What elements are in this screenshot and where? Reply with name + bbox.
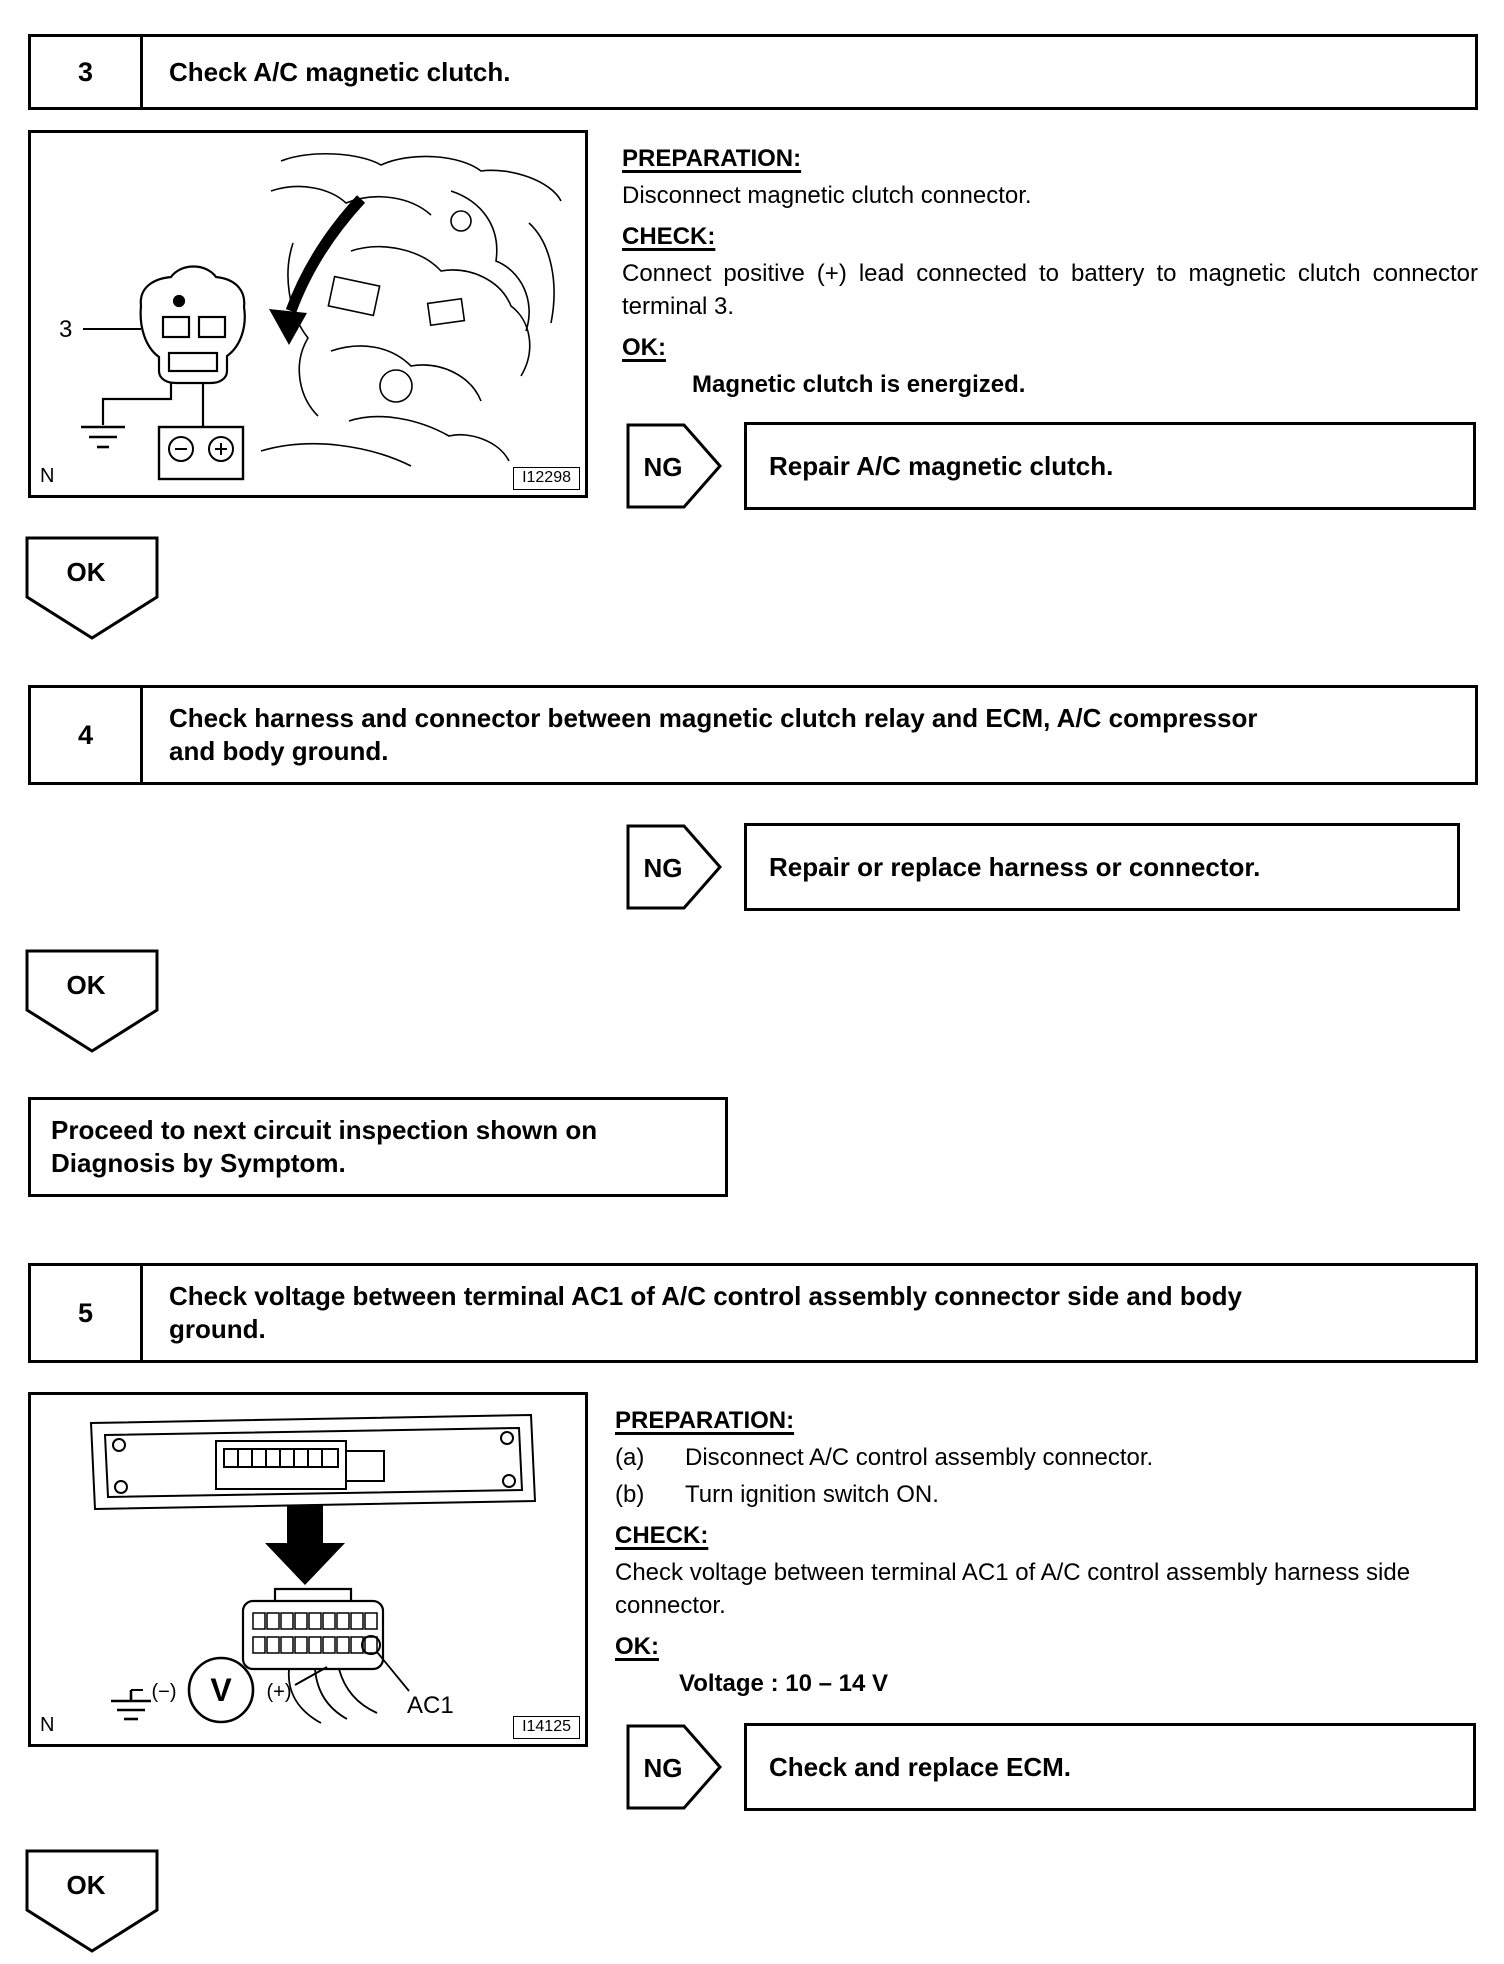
step5-figure	[28, 1392, 588, 1747]
step5-ok-badge	[24, 1848, 160, 1954]
test-leads	[103, 383, 203, 427]
step3-number: 3	[31, 37, 143, 107]
preparation-text: Disconnect magnetic clutch connector.	[622, 182, 1032, 209]
ac1-callout-line	[377, 1652, 409, 1691]
step3-ok-badge	[24, 535, 160, 641]
check-heading: CHECK:	[622, 223, 716, 250]
step5-title-text: Check voltage between terminal AC1 of A/C control assembly connector side and body ground.	[169, 1281, 1242, 1344]
step4-ng-action: Repair or replace harness or connector.	[744, 823, 1460, 911]
step5-ng-label: NG	[643, 1753, 683, 1783]
magnetic-clutch-illustration	[31, 133, 585, 495]
direction-arrow-icon	[269, 199, 361, 345]
step3-title	[143, 37, 1475, 107]
ground-symbol-icon	[81, 427, 125, 447]
ok-heading-line	[615, 1626, 1480, 1663]
proceed-box: Proceed to next circuit inspection shown on Diagnosis by Symptom.	[28, 1097, 728, 1197]
step5-ok-label: OK	[66, 1870, 106, 1900]
step5-ng-badge	[625, 1723, 723, 1811]
check-heading-line	[615, 1515, 1480, 1552]
preparation-heading-line	[615, 1400, 1480, 1437]
step3-figure	[28, 130, 588, 498]
step5-instructions	[615, 1400, 1480, 1704]
ok-text: Voltage : 10 – 14 V	[679, 1670, 888, 1697]
engine-sketch	[261, 154, 561, 466]
step4-ok-label: OK	[66, 970, 106, 1000]
ok-heading-line	[622, 327, 1478, 364]
step4-title-text: Check harness and connector between magnetic clutch relay and ECM, A/C compressor and body ground.	[169, 703, 1258, 766]
ok-heading: OK:	[615, 1633, 659, 1660]
battery-icon	[159, 427, 243, 479]
preparation-heading-line	[622, 138, 1478, 175]
negative-lead-label: (−)	[151, 1681, 177, 1703]
preparation-heading: PREPARATION:	[615, 1407, 795, 1434]
connector-pins	[253, 1613, 377, 1653]
check-text: Check voltage between terminal AC1 of A/C control assembly harness side connector.	[615, 1559, 1411, 1619]
step4-ng-label: NG	[643, 853, 683, 883]
figure-code-label: I14125	[513, 1716, 580, 1739]
step5-ng-action: Check and replace ECM.	[744, 1723, 1476, 1811]
step4-ok-badge	[24, 948, 160, 1054]
step3-title-text: Check A/C magnetic clutch.	[169, 56, 511, 87]
control-panel	[91, 1415, 535, 1509]
check-heading: CHECK:	[615, 1522, 709, 1549]
step4-header	[28, 685, 1478, 785]
step5-header	[28, 1263, 1478, 1363]
step3-ok-label: OK	[66, 557, 106, 587]
ground-symbol-icon	[111, 1690, 151, 1719]
prep-a-label: (a)	[615, 1444, 645, 1471]
step3-instructions	[622, 138, 1478, 405]
harness-wires	[289, 1669, 377, 1723]
figure-code-label: I12298	[513, 467, 580, 490]
step3-ng-action: Repair A/C magnetic clutch.	[744, 422, 1476, 510]
step4-title	[143, 688, 1475, 782]
prep-a-text: Disconnect A/C control assembly connector.	[685, 1444, 1154, 1471]
step3-header	[28, 34, 1478, 110]
positive-lead-label: (+)	[266, 1681, 292, 1703]
step4-ng-badge	[625, 823, 723, 911]
prep-b-text: Turn ignition switch ON.	[685, 1481, 939, 1508]
prep-item-a	[615, 1441, 1480, 1474]
prep-item-b	[615, 1478, 1480, 1511]
figure-corner-label: N	[40, 465, 55, 487]
down-arrow-icon	[265, 1505, 345, 1585]
terminal-callout-label: 3	[59, 316, 73, 343]
ok-text: Magnetic clutch is energized.	[692, 371, 1026, 398]
ok-heading: OK:	[622, 334, 666, 361]
clutch-connector	[141, 267, 245, 384]
step4-number: 4	[31, 688, 143, 782]
voltmeter-label: V	[210, 1672, 232, 1708]
step3-ng-badge	[625, 422, 723, 510]
ac-control-assembly-illustration	[31, 1395, 585, 1744]
step5-number: 5	[31, 1266, 143, 1360]
preparation-heading: PREPARATION:	[622, 145, 802, 172]
check-heading-line	[622, 216, 1478, 253]
step3-ng-label: NG	[643, 452, 683, 482]
step5-title	[143, 1266, 1475, 1360]
check-text: Connect positive (+) lead connected to battery to magnetic clutch connector terminal 3.	[622, 260, 1478, 320]
ac1-terminal-label: AC1	[407, 1692, 454, 1719]
figure-corner-label: N	[40, 1714, 55, 1736]
prep-b-label: (b)	[615, 1481, 645, 1508]
panel-connector	[216, 1441, 384, 1489]
